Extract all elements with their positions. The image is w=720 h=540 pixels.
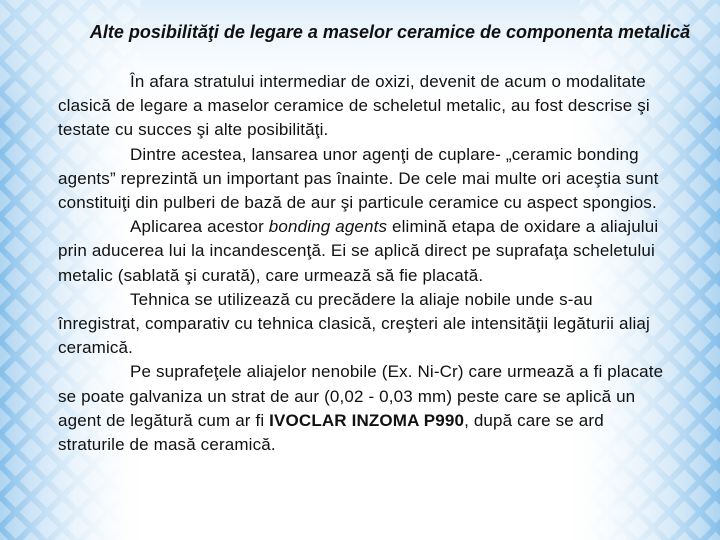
paragraph-3 — [58, 215, 673, 288]
paragraph-3-end: elimină etapa de oxidare a aliajului prin aducerea lui la incandescenţă. Ei se aplică direct pe suprafaţa scheletului metalic (sablată şi curată), care urmează să fie placată. — [58, 217, 659, 285]
paragraph-3-start: Aplicarea acestor — [130, 217, 269, 237]
slide-body — [58, 70, 673, 457]
paragraph-4: Tehnica se utilizează cu precădere la aliaje nobile unde s-au înregistrat, comparativ cu tehnica clasică, creşteri ale intensităţii legăturii aliaj ceramică. — [58, 289, 650, 358]
bonding-agents-term: bonding agents — [268, 217, 388, 237]
slide-title: Alte posibilităţi de legare a maselor ceramice de componenta metalică — [89, 22, 691, 42]
paragraph-2: Dintre acestea, lansarea unor agenţi de cuplare- „ceramic bonding agents” reprezintă un important pas înainte. De cele mai multe ori aceştia sunt constituiţi din pulberi de bază de aur şi particule ceramice cu aspect spongios. — [58, 144, 659, 213]
paragraph-5 — [58, 360, 673, 457]
product-name: IVOCLAR INZOMA P990 — [269, 410, 465, 430]
paragraph-5-end: , după care se ard straturile de masă ceramică. — [58, 410, 604, 455]
paragraph-1: În afara stratului intermediar de oxizi, devenit de acum o modalitate clasică de legare a maselor ceramice de scheletul metalic, au fost descrise şi testate cu succes şi alte posibilităţi. — [58, 72, 650, 140]
paragraph-5-start: Pe suprafeţele aliajelor nenobile (Ex. Ni-Cr) care urmează a fi placate se poate galvaniza un strat de aur (0,02 - 0,03 mm) peste care se aplică un agent de legătură cum ar fi — [58, 362, 664, 430]
